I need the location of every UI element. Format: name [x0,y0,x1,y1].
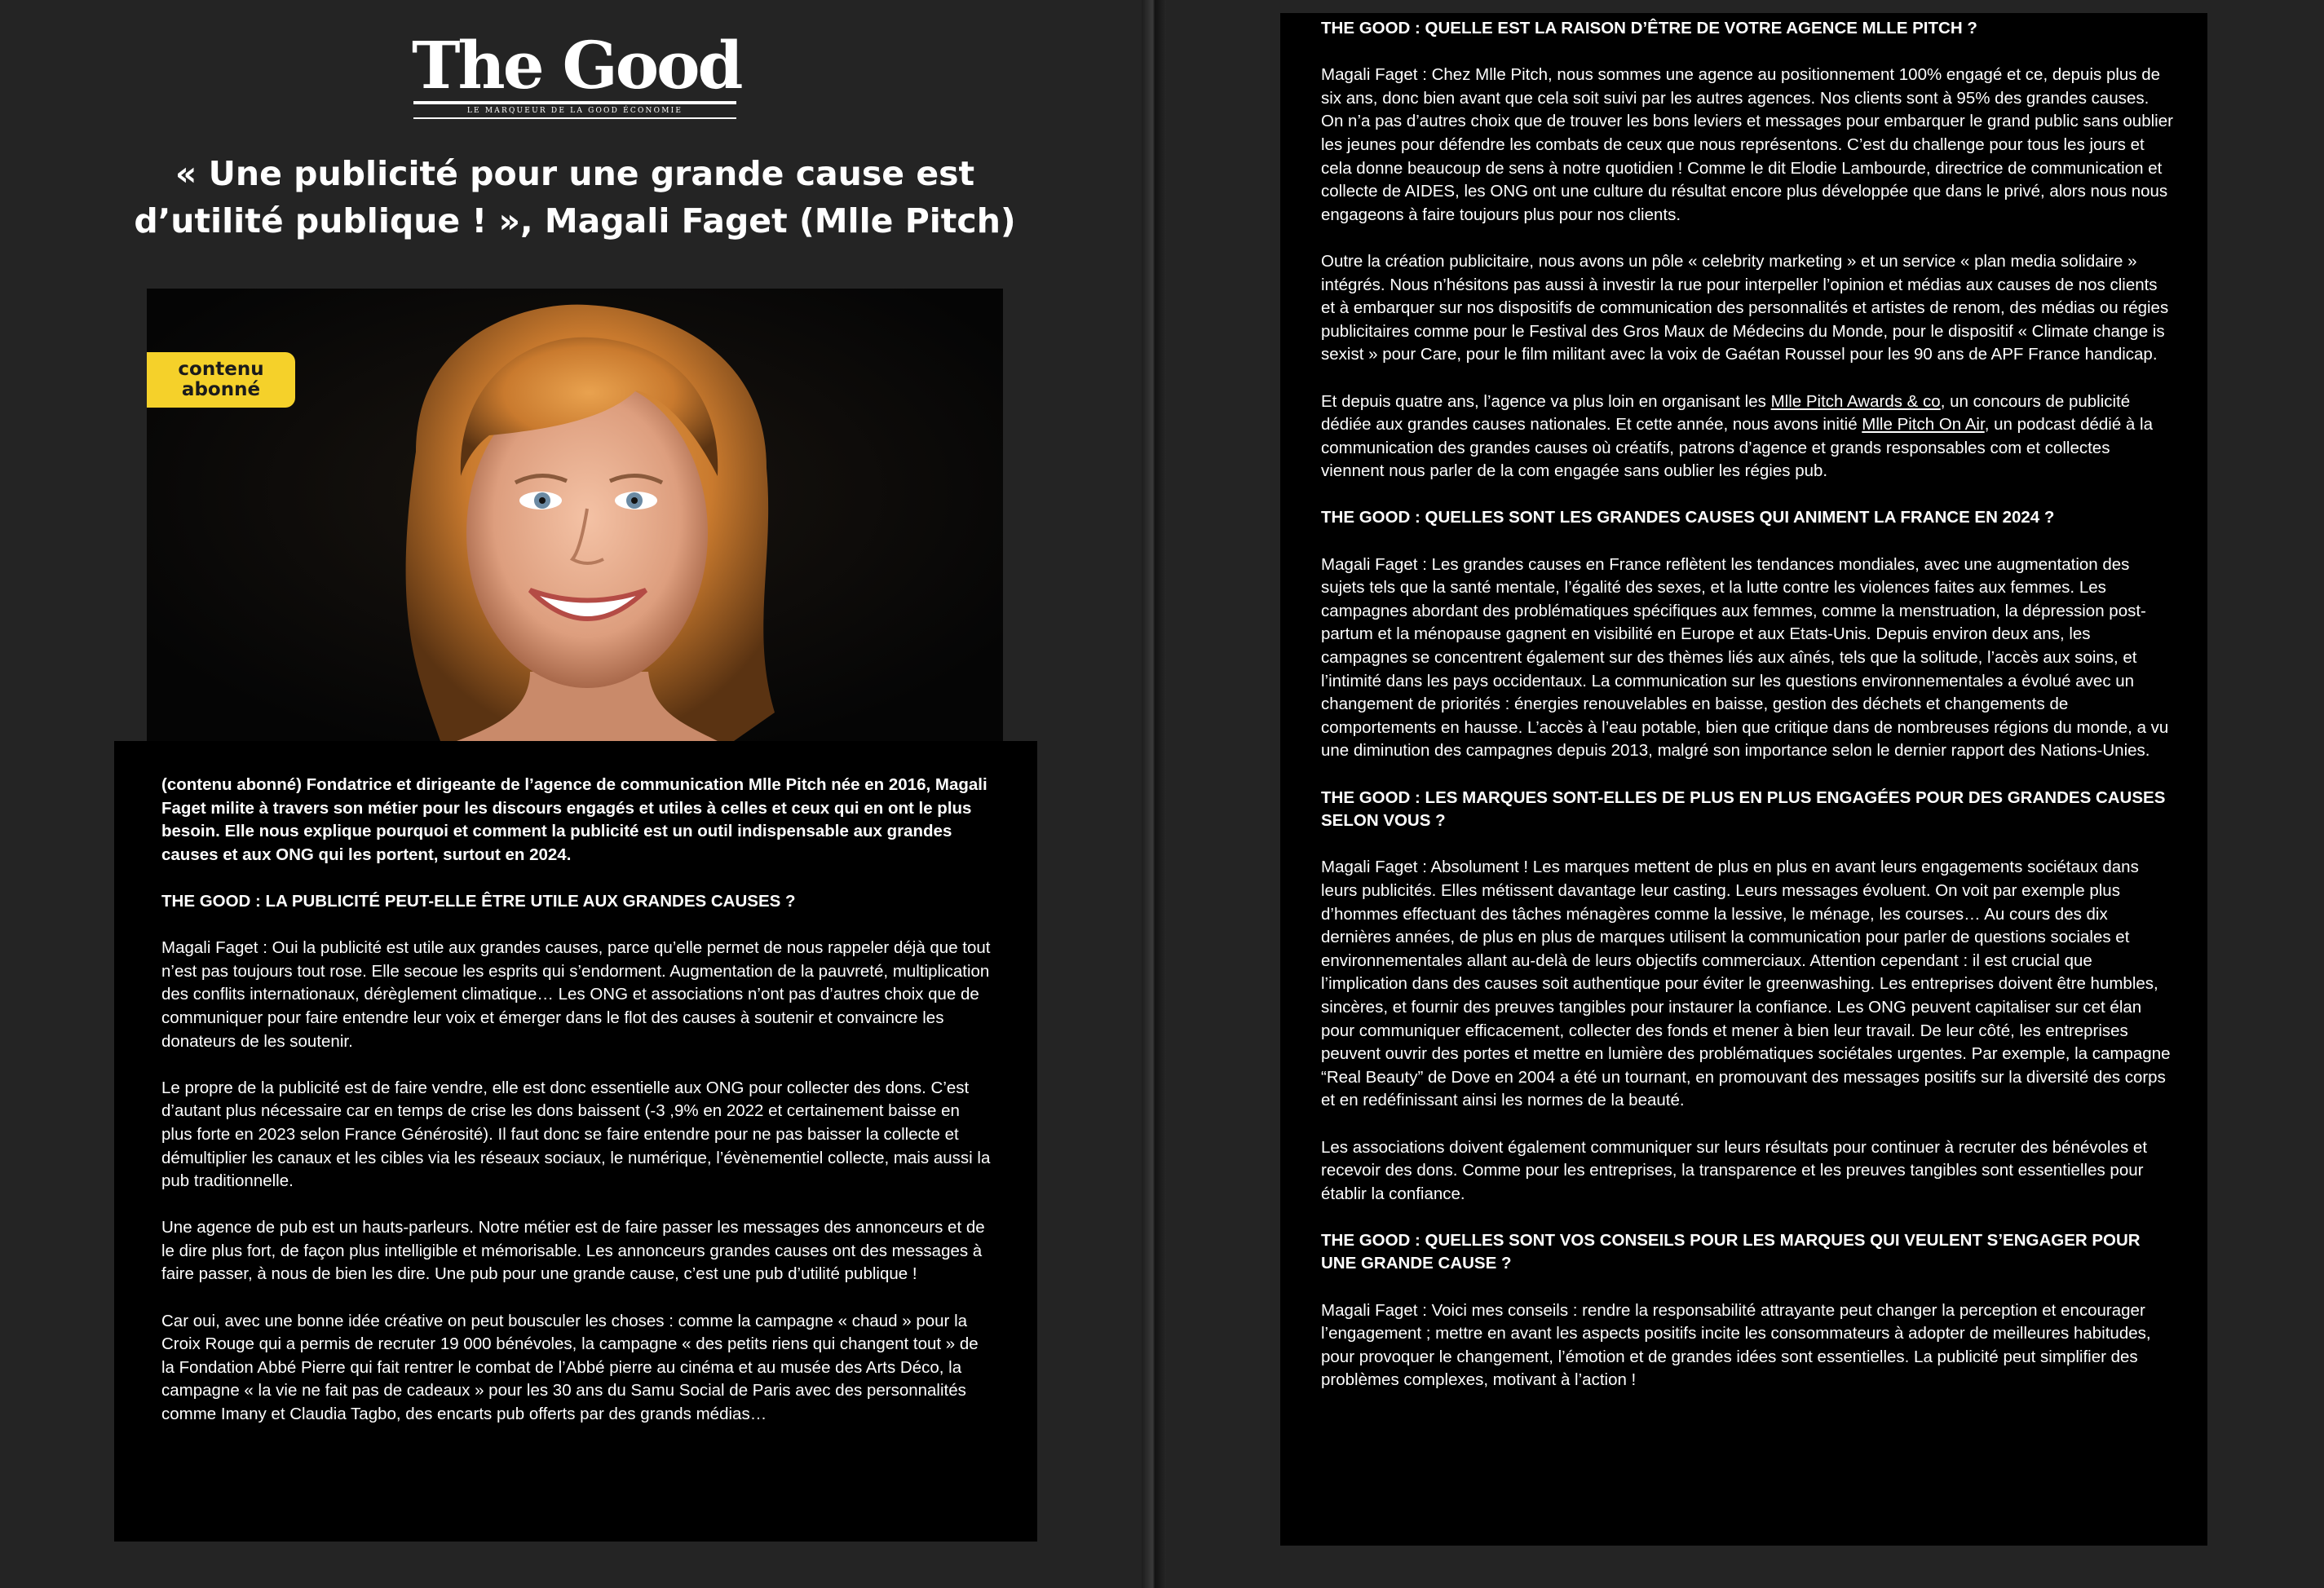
article-headline: « Une publicité pour une grande cause est d’utilité publique ! », Magali Faget (Mlle Pitch) [134,154,1016,240]
text-span: , un podcast dédié à la communication des grandes causes où créatifs, patrons d’agence et grands responsables com et collectes viennent nous parler de la com engagée sans oublier les régies pub. [1321,415,2153,481]
text-span: Et depuis quatre ans, l’agence va plus loin en organisant les [1321,391,1771,411]
answer-paragraph-with-links [1321,390,2175,483]
answer-paragraph: Les associations doivent également communiquer sur leurs résultats pour continuer à recruter des bénévoles et recevoir des dons. Comme pour les entreprises, la transparence et les preuves tangibles sont essentielles pour établir la confiance. [1321,1137,2148,1203]
mlle-pitch-on-air-link[interactable]: Mlle Pitch On Air [1862,415,1985,434]
answer-paragraph: Magali Faget : Voici mes conseils : rendre la responsabilité attrayante peut changer la perception et encourager l’engagement ; mettre en avant les aspects positifs incite les consommateurs à adopter de meilleures habitudes, pour provoquer le changement, l’émotion et de grandes idées sont essentielles. La publicité peut simplifier des problèmes complexes, motivant à l’action ! [1321,1300,2151,1390]
answer-paragraph: Magali Faget : Chez Mlle Pitch, nous sommes une agence au positionnement 100% engagé et ce, depuis plus de six ans, donc bien avant que cela soit suivi par les autres agences. Nos clients sont à 95% des grandes causes. On n’a pas d’autres choix que de trouver les bons leviers et messages pour embarquer le grand public sans oublier les jeunes pour défendre les combats de ceux que nous représentons. C’est du challenge pour tous les jours et cela donne beaucoup de sens à notre quotidien ! Comme le dit Elodie Lambourde, directrice de communication et collecte de AIDES, les ONG ont une culture du résultat encore plus développée que dans le privé, alors nous nous engageons à faire toujours plus pour nos clients. [1321,65,2173,224]
logo-tagline: LE MARQUEUR DE LA GOOD ÉCONOMIE [466,107,683,115]
answer-paragraph: Outre la création publicitaire, nous avons un pôle « celebrity marketing » et un service « plan media solidaire » intégrés. Nous n’hésitons pas aussi à investir la rue pour interpeller l’opinion et médias aux causes de nos clients et à embarquer sur nos dispositifs de communication des personnalités et artistes de renom, des médias ou régies publicitaires comme pour le Festival des Gros Maux de Médecins du Monde, pour le dispositif « Climate change is sexist » pour Care, pour le film militant avec la voix de Gaétan Roussel pour les 90 ans de APF France handicap. [1321,251,2169,364]
question-2: THE GOOD : QUELLE EST LA RAISON D’ÊTRE DE VOTRE AGENCE MLLE PITCH ? [1321,19,1977,37]
logo-rule-bottom [413,117,736,119]
question-1: THE GOOD : LA PUBLICITÉ PEUT-ELLE ÊTRE UTILE AUX GRANDES CAUSES ? [161,891,796,911]
right-article-column [1280,13,2207,1546]
article-intro: (contenu abonné) Fondatrice et dirigeante de l’agence de communication Mlle Pitch née en 2016, Magali Faget milite à travers son métier pour les discours engagés et utiles à celles et ceux qui en ont le plus besoin. Elle nous explique pourquoi et comment la publicité est un outil indispensable aux grandes causes et aux ONG qui les portent, surtout en 2024. [161,775,987,864]
mlle-pitch-awards-link[interactable]: Mlle Pitch Awards & co [1770,391,1941,411]
answer-paragraph: Car oui, avec une bonne idée créative on peut bousculer les choses : comme la campagne « chaud » pour la Croix Rouge qui a permis de recruter 19 000 bénévoles, la campagne « des petits riens qui changent tout » de la Fondation Abbé Pierre qui fait rentrer le combat de l’Abbé pierre au cinéma et au musée des Arts Déco, la campagne « la vie ne fait pas de cadeaux » pour les 30 ans du Samu Social de Paris avec des personnalités comme Imany et Claudia Tagbo, des encarts pub offerts par des grands médias… [161,1311,979,1424]
question-4: THE GOOD : LES MARQUES SONT-ELLES DE PLUS EN PLUS ENGAGÉES POUR DES GRANDES CAUSES SELON VOUS ? [1321,787,2166,831]
page-gutter [1142,0,1166,1588]
answer-paragraph: Magali Faget : Oui la publicité est utile aux grandes causes, parce qu’elle permet de nous rappeler déjà que tout n’est pas toujours tout rose. Elle secoue les esprits qui s’endorment. Augmentation de la pauvreté, multiplication des conflits internationaux, dérèglement climatique… Les ONG et associations n’ont pas d’autres choix que de communiquer pour faire entendre leur voix et émerger dans le flot des causes à soutenir et convaincre les donateurs de les soutenir. [161,938,991,1051]
text-span: , un concours de publicité dédiée aux grandes causes nationales. Et cette année, nous avons initié [1321,391,2131,434]
answer-paragraph: Magali Faget : Les grandes causes en France reflètent les tendances mondiales, avec une augmentation des sujets tels que la santé mentale, l’égalité des sexes, et la lutte contre les violences faites aux femmes. Les campagnes abordant des problématiques spécifiques aux femmes, comme la menstruation, la dépression post-partum et la ménopause gagnent en visibilité en Europe et aux Etats-Unis. Depuis environ deux ans, les campagnes se concentrent également sur des thèmes liés aux aînés, tels que la solitude, l’accès aux soins, et l’intimité dans les pays occidentaux. La communication sur les questions environnementales a évolué avec un changement de priorités : énergies renouvelables en baisse, gestion des déchets et changements de comportements en hausse. L’accès à l’eau potable, bien que critique dans de nombreuses régions du monde, a vu une diminution des campagnes depuis 2013, malgré son importance selon le dernier rapport des Nations-Unies. [1321,554,2169,761]
answer-paragraph: Le propre de la publicité est de faire vendre, elle est donc essentielle aux ONG pour collecter des dons. C’est d’autant plus nécessaire car en temps de crise les dons baissent (-3 ,9% en 2022 et certainement baisse en plus forte en 2023 selon France Générosité). Il faut donc se faire entendre pour ne pas baisser la collecte et démultiplier les canaux et les cibles via les réseaux sociaux, le numérique, l’évènementiel collecte, mais aussi la pub traditionnelle. [161,1078,991,1191]
answer-paragraph: Magali Faget : Absolument ! Les marques mettent de plus en plus en avant leurs engagements sociétaux dans leurs publicités. Elles métissent davantage leur casting. Leurs messages évoluent. On voit par exemple plus d’hommes effectuant des tâches ménagères comme la lessive, le ménage, les courses… Au cours des dix dernières années, de plus en plus de marques utilisent la communication pour parler de questions sociales et environnementales allant au-delà de leurs objectifs commerciaux. Attention cependant : il est crucial que l’implication dans des causes soit authentique pour éviter le greenwashing. Les entreprises doivent être humbles, sincères, et fournir des preuves tangibles pour instaurer la confiance. Les ONG peuvent capitaliser sur cet élan pour communiquer efficacement, collecter des fonds et mener à bien leur travail. De leur côté, les entreprises peuvent ouvrir des portes et mettre en lumière des problématiques sociétales urgentes. Par exemple, la campagne “Real Beauty” de Dove en 2004 a été un tournant, en promouvant des messages positifs sur la diversité des corps et en redéfinissant ainsi les normes de la beauté. [1321,858,2171,1110]
the-good-logo [412,27,741,119]
subscriber-content-badge: contenu abonné [147,352,295,408]
question-3: THE GOOD : QUELLES SONT LES GRANDES CAUSES QUI ANIMENT LA FRANCE EN 2024 ? [1321,508,2055,527]
answer-paragraph: Une agence de pub est un hauts-parleurs. Notre métier est de faire passer les messages des annonceurs et de le dire plus fort, de façon plus intelligible et mémorisable. Les annonceurs grandes causes ont des messages à faire passer, à nous de bien les dire. Une pub pour une grande cause, c’est une pub d’utilité publique ! [161,1218,985,1284]
left-article-column [114,741,1037,1542]
question-5: THE GOOD : QUELLES SONT VOS CONSEILS POUR LES MARQUES QUI VEULENT S’ENGAGER POUR UNE GRANDE CAUSE ? [1321,1230,2141,1273]
logo-title: The Good [412,27,741,104]
